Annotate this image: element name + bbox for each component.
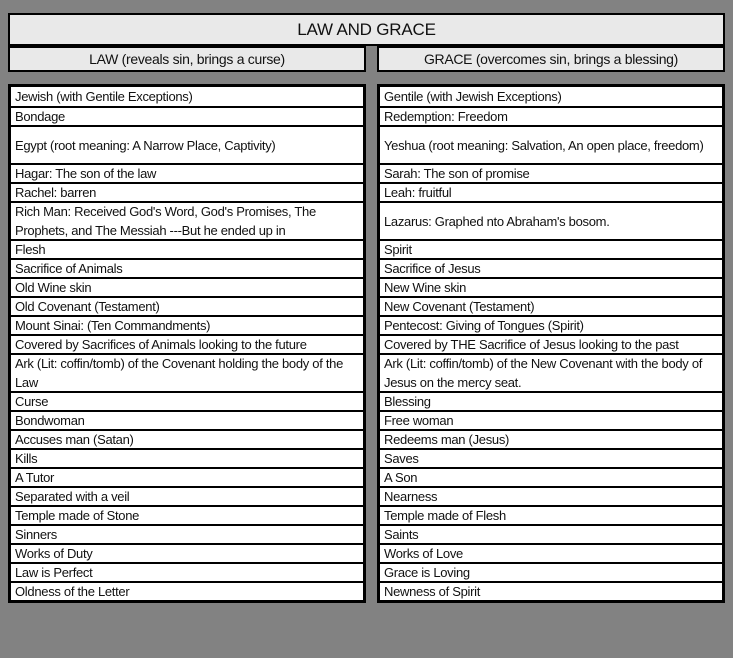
table-cell: Bondwoman	[11, 410, 363, 429]
table-cell: Rachel: barren	[11, 182, 363, 201]
table-cell: Ark (Lit: coffin/tomb) of the New Covenant with the body of Jesus on the mercy seat.	[380, 353, 722, 391]
table-cell: A Son	[380, 467, 722, 486]
column-header-grace: GRACE (overcomes sin, brings a blessing)	[377, 46, 725, 72]
table-cell: Blessing	[380, 391, 722, 410]
table-cell: Temple made of Flesh	[380, 505, 722, 524]
grace-column-body	[377, 84, 725, 603]
table-cell: Redeems man (Jesus)	[380, 429, 722, 448]
table-cell: Nearness	[380, 486, 722, 505]
table-cell: Law is Perfect	[11, 562, 363, 581]
table-cell: Works of Duty	[11, 543, 363, 562]
table-cell: Sacrifice of Animals	[11, 258, 363, 277]
table-cell: Egypt (root meaning: A Narrow Place, Captivity)	[11, 125, 363, 163]
table-cell: Bondage	[11, 106, 363, 125]
table-cell: Temple made of Stone	[11, 505, 363, 524]
law-column-body	[8, 84, 366, 603]
table-cell: Leah: fruitful	[380, 182, 722, 201]
table-cell: Saints	[380, 524, 722, 543]
table-cell: Rich Man: Received God's Word, God's Promises, The Prophets, and The Messiah ---But he ended up in	[11, 201, 363, 239]
table-cell: Spirit	[380, 239, 722, 258]
table-cell: Separated with a veil	[11, 486, 363, 505]
table-cell: New Wine skin	[380, 277, 722, 296]
table-cell: Newness of Spirit	[380, 581, 722, 600]
table-cell: Sacrifice of Jesus	[380, 258, 722, 277]
table-cell: Free woman	[380, 410, 722, 429]
table-cell: Covered by Sacrifices of Animals looking to the future	[11, 334, 363, 353]
table-cell: Oldness of the Letter	[11, 581, 363, 600]
table-cell: Hagar: The son of the law	[11, 163, 363, 182]
table-cell: Pentecost: Giving of Tongues (Spirit)	[380, 315, 722, 334]
table-cell: Mount Sinai: (Ten Commandments)	[11, 315, 363, 334]
table-cell: New Covenant (Testament)	[380, 296, 722, 315]
table-cell: Lazarus: Graphed nto Abraham's bosom.	[380, 201, 722, 239]
table-cell: A Tutor	[11, 467, 363, 486]
table-cell: Old Covenant (Testament)	[11, 296, 363, 315]
page-title: LAW AND GRACE	[8, 13, 725, 46]
table-cell: Yeshua (root meaning: Salvation, An open place, freedom)	[380, 125, 722, 163]
table-cell: Kills	[11, 448, 363, 467]
table-cell: Covered by THE Sacrifice of Jesus looking to the past	[380, 334, 722, 353]
table-cell: Gentile (with Jewish Exceptions)	[380, 87, 722, 106]
table-cell: Works of Love	[380, 543, 722, 562]
table-cell: Sinners	[11, 524, 363, 543]
table-cell: Accuses man (Satan)	[11, 429, 363, 448]
table-cell: Jewish (with Gentile Exceptions)	[11, 87, 363, 106]
table-cell: Flesh	[11, 239, 363, 258]
table-cell: Grace is Loving	[380, 562, 722, 581]
table-cell: Curse	[11, 391, 363, 410]
table-cell: Redemption: Freedom	[380, 106, 722, 125]
table-cell: Ark (Lit: coffin/tomb) of the Covenant holding the body of the Law	[11, 353, 363, 391]
table-cell: Saves	[380, 448, 722, 467]
table-cell: Old Wine skin	[11, 277, 363, 296]
column-header-law: LAW (reveals sin, brings a curse)	[8, 46, 366, 72]
table-cell: Sarah: The son of promise	[380, 163, 722, 182]
